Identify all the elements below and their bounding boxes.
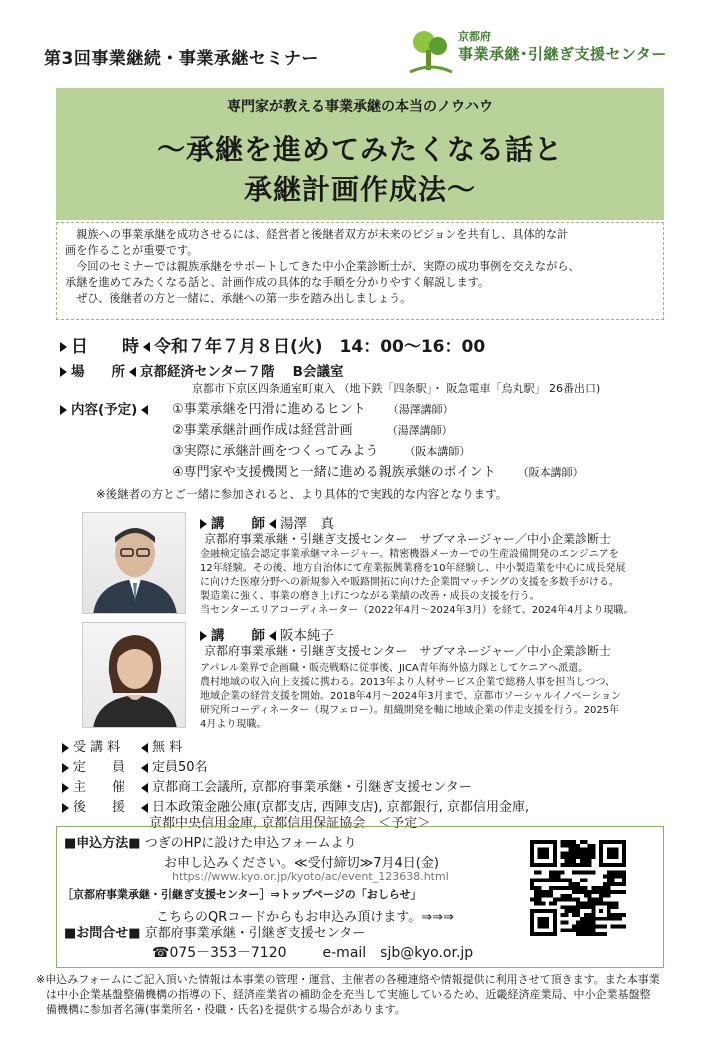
- content-note: ※後継者の方とご一緒に参加されると、より具体的で実践的な内容となります。: [96, 487, 508, 501]
- marker-right-icon: [200, 631, 207, 641]
- logo-prefecture: 京都府: [458, 30, 491, 43]
- address: 京都市下京区四条通室町東入 （地下鉄「四条駅」・ 阪急電車「烏丸駅」 26番出口): [192, 382, 601, 395]
- place-label: 場 所: [71, 364, 125, 380]
- apply-path: ［京都府事業承継・引継ぎ支援センター］⇒トップページの「おしらせ」: [62, 888, 422, 901]
- intro-line: 承継を進めてみたくなる話と、計画作成の具体的な手順を分かりやすく解説します。: [65, 276, 490, 289]
- marker-left-icon: [141, 783, 148, 793]
- marker-right-icon: [60, 367, 67, 377]
- content-item: ②事業承継計画作成は経営計画 （湯澤講師）: [172, 423, 453, 438]
- marker-right-icon: [62, 803, 69, 813]
- lecturer-2-row: [200, 624, 334, 644]
- lecturer-bio: 金融検定協会認定事業承継マネージャー。精密機器メーカーでの生産設備開発のエンジニアを 12年経験。その後、地方自治体にて産業振興業務を10年経験し、中小製造業を中心に成長発展 に向けた医療分野への新規参入や販路開拓に向けた企業間マッチングの支援を多数手がける。 製造業に強く、事業の磨き上げにつながる業績の改善・成長の支援を行う。 当センターエリアコーディネーター（2022年4月～2024年3月）を経て、2024年4月より現職。: [200, 549, 634, 616]
- marker-left-icon: [141, 743, 148, 753]
- banner-subtitle: 専門家が教える事業承継の本当のノウハウ: [227, 99, 493, 115]
- marker-right-icon: [62, 763, 69, 773]
- marker-left-icon: [129, 367, 136, 377]
- fee-row: 受 講 料 無 料: [62, 736, 182, 755]
- intro-line: ぜひ、後継者の方と一緒に、承継への第一歩を踏み出しましょう。: [76, 292, 412, 305]
- phone-number[interactable]: ☎075－353－7120: [152, 945, 287, 961]
- contact-info: [152, 942, 473, 962]
- apply-deadline: お申し込みください。≪受付締切≫7月4日(金): [164, 856, 439, 871]
- contact-row: ■お問合せ■ 京都府事業承継・引継ぎ支援センター: [64, 926, 366, 941]
- marker-left-icon: [141, 803, 148, 813]
- date-row: [60, 332, 485, 357]
- center-logo: [408, 28, 678, 76]
- lecturer-label: 講 師: [211, 628, 265, 644]
- lecturer-bio: アパレル業界で企画職・販売戦略に従事後、JICA青年海外協力隊としてケニアへ派遣。 農村地域の収入向上支援に携わる。2013年より人材サービス企業で総務人事を担当しつつ、 地域企業の経営支援を開始。2018年4月～2024年3月まで、京都市ソーシャルイノベーション 研究所コーディネーター（現フェロー）。組織開発を軸に地域企業の伴走支援を行う。2025年 4月より現職。: [200, 663, 622, 730]
- lecturer-name: 湯澤 真: [280, 516, 334, 532]
- lecturer-photo-sakamoto: [82, 622, 186, 728]
- person-icon: [83, 513, 186, 614]
- lecturer-role: 京都府事業承継・引継ぎ支援センター サブマネージャー／中小企業診断士: [204, 644, 612, 658]
- title-banner: [56, 88, 664, 220]
- marker-left-icon: [143, 342, 150, 352]
- organizer-row: 主 催 京都商工会議所, 京都府事業承継・引継ぎ支援センター: [62, 776, 472, 795]
- marker-left-icon: [141, 405, 148, 415]
- banner-title-line1: ～承継を進めてみたくなる話と: [156, 133, 563, 166]
- marker-left-icon: [141, 763, 148, 773]
- apply-method: ■申込方法■ つぎのHPに設けた申込フォームより: [64, 836, 357, 851]
- qr-code-icon: [530, 840, 626, 936]
- qr-instruction: こちらのQRコードからもお申込み頂けます。⇒⇒⇒: [156, 910, 454, 925]
- marker-right-icon: [62, 743, 69, 753]
- email-address[interactable]: e-mail sjb@kyo.or.jp: [322, 945, 474, 961]
- lecturer-photo-yuzawa: [82, 512, 186, 614]
- marker-right-icon: [60, 342, 67, 352]
- content-label: 内容(予定): [71, 402, 138, 418]
- date-value: 令和７年７月８日(火) 14：00～16：00: [154, 337, 486, 357]
- banner-title-line2: 承継計画作成法～: [243, 173, 476, 206]
- place-value: 京都経済センター７階 B会議室: [140, 364, 344, 380]
- sponsor-row: 後 援 日本政策金融公庫(京都支店, 西陣支店), 京都銀行, 京都信用金庫,: [62, 796, 529, 815]
- place-row: [60, 360, 343, 380]
- apply-url-link[interactable]: https://www.kyo.or.jp/kyoto/ac/event_123638.html: [172, 870, 449, 883]
- capacity-row: 定 員 定員50名: [62, 756, 208, 775]
- intro-text: [56, 222, 664, 320]
- content-item: ①事業承継を円滑に進めるヒント （湯澤講師）: [172, 402, 454, 417]
- marker-right-icon: [200, 519, 207, 529]
- marker-left-icon: [269, 519, 276, 529]
- privacy-note: ※申込みフォームにご記入頂いた情報は本事業の管理・運営、主催者の各種連絡や情報提供に利用させて頂きます。また本事業 は中小企業基盤整備機構の指導の下、経済産業省の補助金を充当して実施しているため、近畿経済産業局、中小企業基盤整 備機構に参加者名簿(事業所名・役職・氏名)を提供する場合があります。: [36, 973, 660, 1016]
- marker-left-icon: [269, 631, 276, 641]
- tree-people-icon: [408, 28, 454, 76]
- content-item: ③実際に承継計画をつくってみよう （阪本講師）: [172, 444, 471, 459]
- lecturer-1-row: [200, 512, 334, 532]
- sponsor-row-cont: 京都中央信用金庫, 京都信用保証協会 ＜予定＞: [149, 816, 431, 831]
- person-icon: [83, 623, 186, 728]
- marker-right-icon: [62, 783, 69, 793]
- qr-code[interactable]: [530, 840, 626, 936]
- lecturer-label: 講 師: [211, 516, 265, 532]
- seminar-title: 第3回事業継続・事業承継セミナー: [44, 49, 319, 69]
- content-item: ④専門家や支援機関と一緒に進める親族承継のポイント （阪本講師）: [172, 465, 584, 480]
- lecturer-role: 京都府事業承継・引継ぎ支援センター サブマネージャー／中小企業診断士: [204, 532, 612, 546]
- intro-line: 親族への事業承継を成功させるには、経営者と後継者双方が未来のビジョンを共有し、具体的な計: [76, 228, 569, 241]
- date-label: 日 時: [71, 337, 139, 357]
- lecturer-name: 阪本純子: [280, 628, 334, 644]
- intro-line: 画を作ることが重要です。: [65, 244, 199, 257]
- marker-right-icon: [60, 405, 67, 415]
- intro-line: 今回のセミナーでは親族承継をサポートしてきた中小企業診断士が、実際の成功事例を交えながら、: [76, 260, 580, 273]
- logo-org-name: 事業承継･引継ぎ支援センター: [458, 45, 667, 63]
- content-row: [60, 398, 152, 418]
